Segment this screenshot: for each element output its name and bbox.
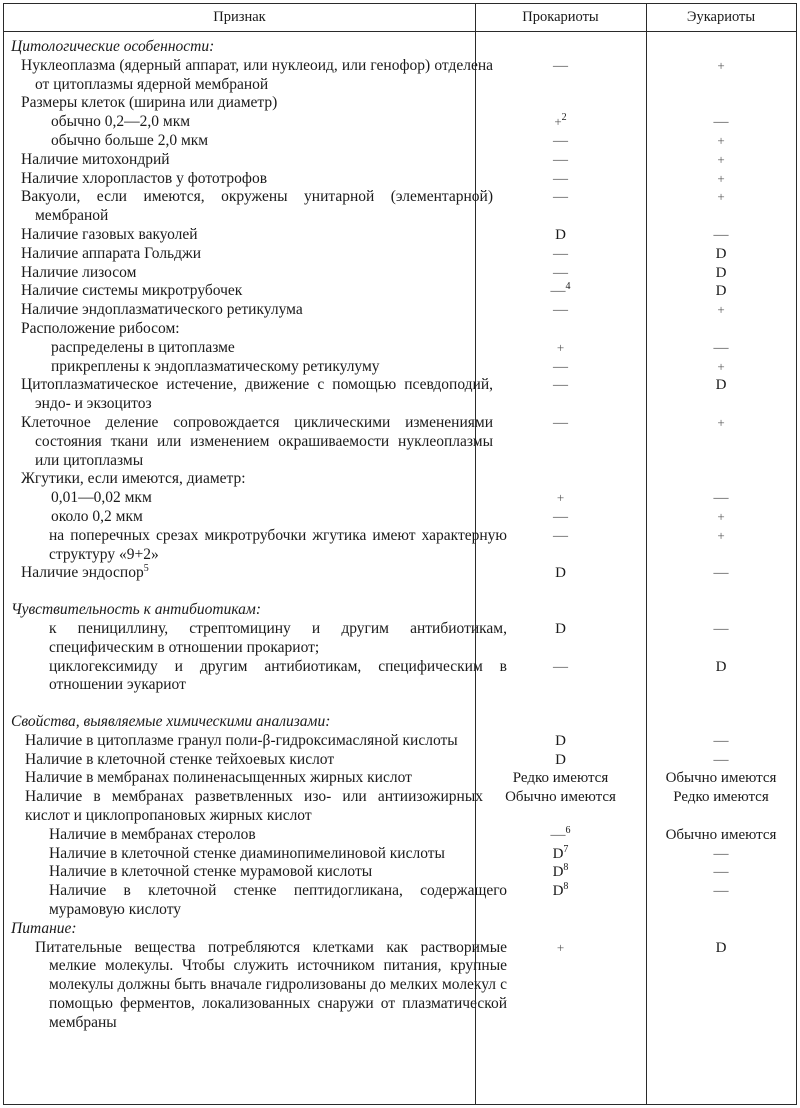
feature-cell <box>11 564 493 583</box>
prokaryotes-cell <box>475 132 646 151</box>
prokaryotes-cell-footnote: 2 <box>561 112 567 124</box>
table-row <box>4 751 796 770</box>
prokaryotes-cell-footnote: 8 <box>563 862 569 874</box>
prokaryotes-cell <box>475 57 646 76</box>
feature-text: циклогексимиду и другим антибиотикам, специфическим в отношении эукариот <box>49 657 507 694</box>
prokaryotes-cell <box>475 732 646 751</box>
prokaryotes-cell-value: + <box>554 114 562 130</box>
table-row <box>4 94 796 113</box>
feature-text: прикреплены к эндоплазматическому ретикулуму <box>51 357 380 375</box>
feature-text: Наличие эндоплазматического ретикулума <box>21 301 303 319</box>
table-row <box>4 414 796 470</box>
eukaryotes-cell-value: — <box>713 732 729 749</box>
table-row <box>4 264 796 283</box>
eukaryotes-cell <box>646 151 796 170</box>
eukaryotes-cell <box>646 245 796 264</box>
section-spacer <box>4 583 796 601</box>
eukaryotes-cell-value: — <box>713 845 729 862</box>
feature-text: Наличие в клеточной стенке мурамовой кислоты <box>49 863 373 881</box>
eukaryotes-cell-value: D <box>715 939 727 956</box>
table-row <box>4 508 796 527</box>
eukaryotes-cell <box>646 732 796 751</box>
eukaryotes-cell-value: Обычно имеются <box>665 826 777 843</box>
prokaryotes-cell <box>475 882 646 901</box>
table-row <box>4 845 796 864</box>
header-feature: Признак <box>213 9 266 25</box>
eukaryotes-cell-value: — <box>713 226 729 243</box>
eukaryotes-cell-value: + <box>717 527 725 543</box>
prokaryotes-cell <box>475 863 646 882</box>
feature-cell <box>11 282 493 301</box>
table-row <box>4 769 796 788</box>
eukaryotes-cell <box>646 845 796 864</box>
feature-text: Наличие в мембранах разветвленных изо- или антиизожирных кислот и циклопропановых жирных кислот <box>25 788 483 825</box>
table-row <box>4 564 796 583</box>
eukaryotes-cell-value: + <box>717 302 725 318</box>
prokaryotes-cell-footnote: 4 <box>565 281 571 293</box>
comparison-table <box>3 3 797 1105</box>
section-title-text: Чувствительность к антибиотикам <box>11 601 256 619</box>
feature-text: на поперечных срезах микротрубочки жгутика имеют характерную структуру «9+2» <box>49 526 507 563</box>
feature-cell <box>11 57 493 95</box>
prokaryotes-cell <box>475 301 646 320</box>
feature-text: Жгутики, если имеются, диаметр: <box>21 470 246 488</box>
prokaryotes-cell-value: D <box>555 226 566 243</box>
feature-text: Наличие эндоспор <box>21 564 144 582</box>
table-row <box>4 320 796 339</box>
prokaryotes-cell-value: — <box>553 170 568 187</box>
prokaryotes-cell <box>475 339 646 358</box>
eukaryotes-cell <box>646 939 796 958</box>
eukaryotes-cell-value: — <box>713 490 729 507</box>
eukaryotes-cell-value: D <box>715 377 727 394</box>
prokaryotes-cell <box>475 188 646 207</box>
prokaryotes-cell <box>475 508 646 527</box>
prokaryotes-cell <box>475 939 646 958</box>
header-eukaryotes: Эукариоты <box>686 9 756 25</box>
eukaryotes-cell <box>646 863 796 882</box>
header-prokaryotes: Прокариоты <box>522 9 599 25</box>
feature-cell <box>11 320 493 339</box>
prokaryotes-cell <box>475 113 646 132</box>
eukaryotes-cell <box>646 658 796 677</box>
eukaryotes-cell <box>646 414 796 433</box>
feature-cell <box>11 788 483 826</box>
prokaryotes-cell-value: Редко имеются <box>512 770 609 787</box>
eukaryotes-cell-value: D <box>715 245 727 262</box>
feature-text: Наличие хлоропластов у фототрофов <box>21 169 268 187</box>
eukaryotes-cell-value: + <box>717 132 725 148</box>
feature-text: Наличие в мембранах полиненасыщенных жирных кислот <box>25 769 412 787</box>
feature-cell <box>11 527 507 565</box>
table-row <box>4 826 796 845</box>
eukaryotes-cell-value: — <box>713 864 729 881</box>
section-heading <box>4 38 796 57</box>
prokaryotes-cell <box>475 845 646 864</box>
eukaryotes-cell <box>646 282 796 301</box>
table-row <box>4 658 796 696</box>
feature-text: Наличие в клеточной стенке тейхоевых кислот <box>25 750 335 768</box>
feature-cell <box>11 863 507 882</box>
eukaryotes-cell <box>646 826 796 845</box>
prokaryotes-cell-value: — <box>553 189 568 206</box>
eukaryotes-cell-value: Редко имеются <box>673 789 769 806</box>
prokaryotes-cell-value: — <box>553 358 568 375</box>
prokaryotes-cell <box>475 226 646 245</box>
section-title-text: Цитологические особенности <box>11 38 210 55</box>
prokaryotes-cell <box>475 826 646 845</box>
table-row <box>4 489 796 508</box>
feature-cell <box>11 414 493 470</box>
feature-text: Вакуоли, если имеются, окружены унитарной (элементарной) мембраной <box>21 188 493 225</box>
feature-cell <box>11 151 493 170</box>
prokaryotes-cell-value: — <box>553 302 568 319</box>
prokaryotes-cell <box>475 658 646 677</box>
prokaryotes-cell-value: — <box>553 508 568 525</box>
feature-text: Наличие аппарата Гольджи <box>21 244 202 262</box>
eukaryotes-cell <box>646 489 796 508</box>
feature-text: к пенициллину, стрептомицину и другим антибиотикам, специфическим в отношении прокариот; <box>49 619 507 656</box>
eukaryotes-cell-value: D <box>715 658 727 675</box>
prokaryotes-cell-value: D <box>555 732 566 749</box>
feature-cell <box>11 245 493 264</box>
prokaryotes-cell <box>475 564 646 583</box>
section-heading <box>4 601 796 620</box>
feature-cell <box>11 826 507 845</box>
feature-cell <box>11 489 509 508</box>
feature-cell <box>11 845 507 864</box>
section-heading <box>4 920 796 939</box>
feature-cell <box>11 301 493 320</box>
feature-text: Наличие в цитоплазме гранул поли-β-гидроксимасляной кислоты <box>25 731 458 749</box>
prokaryotes-cell <box>475 769 646 788</box>
feature-cell <box>11 132 509 151</box>
eukaryotes-cell-value: — <box>713 114 729 131</box>
eukaryotes-cell <box>646 170 796 189</box>
table-row <box>4 339 796 358</box>
section-title-text: Питание <box>11 919 72 937</box>
feature-text: 0,01—0,02 мкм <box>51 489 152 507</box>
eukaryotes-cell <box>646 226 796 245</box>
prokaryotes-cell <box>475 376 646 395</box>
section-title: Свойства, выявляемые химическими анализами: <box>11 713 331 731</box>
eukaryotes-cell <box>646 339 796 358</box>
prokaryotes-cell-footnote: 6 <box>565 824 571 836</box>
table-row <box>4 939 796 1033</box>
prokaryotes-cell-value: — <box>553 151 568 168</box>
table-row <box>4 301 796 320</box>
eukaryotes-cell-value: + <box>717 189 725 205</box>
prokaryotes-cell-value: + <box>556 490 565 506</box>
table-row <box>4 170 796 189</box>
eukaryotes-cell-value: — <box>713 565 729 582</box>
prokaryotes-cell <box>475 264 646 283</box>
prokaryotes-cell <box>475 151 646 170</box>
section-title: Питание: <box>11 919 77 937</box>
prokaryotes-cell-value: — <box>553 527 568 544</box>
prokaryotes-cell <box>475 245 646 264</box>
eukaryotes-cell <box>646 882 796 901</box>
prokaryotes-cell-value: D <box>555 565 566 582</box>
prokaryotes-cell-value: + <box>556 339 565 355</box>
feature-text: Клеточное деление сопровождается циклическими изменениями состояния ткани или изменением окрашиваемости нуклеоплазмы или цитоплазмы <box>21 413 493 469</box>
table-row <box>4 226 796 245</box>
prokaryotes-cell-value: — <box>553 57 568 74</box>
table-row <box>4 358 796 377</box>
feature-cell <box>11 751 483 770</box>
feature-cell <box>11 508 509 527</box>
feature-text: Наличие системы микротрубочек <box>21 282 243 300</box>
table-row <box>4 620 796 658</box>
table-row <box>4 376 796 414</box>
eukaryotes-cell-value: — <box>713 883 729 900</box>
eukaryotes-cell <box>646 376 796 395</box>
prokaryotes-cell <box>475 489 646 508</box>
eukaryotes-cell <box>646 264 796 283</box>
eukaryotes-cell <box>646 132 796 151</box>
eukaryotes-cell-value: Обычно имеются <box>665 770 777 787</box>
prokaryotes-cell-value: D <box>552 845 564 862</box>
prokaryotes-cell-value: — <box>550 826 566 843</box>
eukaryotes-cell <box>646 358 796 377</box>
eukaryotes-cell-value: + <box>717 358 725 374</box>
eukaryotes-cell <box>646 113 796 132</box>
prokaryotes-cell <box>475 170 646 189</box>
table-row <box>4 527 796 565</box>
eukaryotes-cell <box>646 564 796 583</box>
feature-cell <box>11 358 509 377</box>
eukaryotes-cell-value: — <box>713 620 729 637</box>
prokaryotes-cell-value: — <box>553 414 568 431</box>
feature-cell <box>11 658 507 696</box>
section-title: Чувствительность к антибиотикам: <box>11 601 262 619</box>
feature-footnote: 5 <box>143 563 149 575</box>
eukaryotes-cell-value: D <box>715 283 727 300</box>
feature-text: Расположение рибосом: <box>21 319 180 337</box>
prokaryotes-cell-value: — <box>553 132 568 149</box>
eukaryotes-cell <box>646 527 796 546</box>
prokaryotes-cell <box>475 282 646 301</box>
prokaryotes-cell-value: — <box>553 245 568 262</box>
prokaryotes-cell-footnote: 8 <box>563 881 569 893</box>
feature-text: Наличие лизосом <box>21 263 137 281</box>
eukaryotes-cell-value: + <box>717 508 725 524</box>
eukaryotes-cell <box>646 620 796 639</box>
feature-text: Цитоплазматическое истечение, движение с помощью псевдоподий, эндо- и экзоцитоз <box>21 376 493 413</box>
eukaryotes-cell-value: — <box>713 751 729 768</box>
eukaryotes-cell-value: + <box>717 57 725 73</box>
feature-text: Наличие в клеточной стенке пептидогликана, содержащего мурамовую кислоту <box>49 882 507 919</box>
eukaryotes-cell-value: + <box>717 170 725 186</box>
feature-cell <box>11 264 493 283</box>
section-title-text: Свойства, выявляемые химическими анализами <box>11 713 326 731</box>
table-row <box>4 732 796 751</box>
prokaryotes-cell-value: — <box>553 658 568 675</box>
eukaryotes-cell <box>646 788 796 807</box>
feature-cell <box>11 170 493 189</box>
eukaryotes-cell-value: + <box>717 151 725 167</box>
prokaryotes-cell-value: D <box>552 864 564 881</box>
prokaryotes-cell-value: D <box>552 883 564 900</box>
feature-cell <box>11 882 507 920</box>
feature-text: Наличие митохондрий <box>21 150 170 168</box>
table-row <box>4 245 796 264</box>
eukaryotes-cell-value: — <box>713 339 729 356</box>
eukaryotes-cell <box>646 57 796 76</box>
feature-text: Питательные вещества потребляются клетками как растворимые мелкие молекулы. Чтобы служить источником питания, крупные молекулы должны быть вначале гидролизованы до мелких молекул с помощью ферментов, локализованных снаружи от плазматической мембраны <box>35 938 507 1031</box>
table-row <box>4 188 796 226</box>
prokaryotes-cell <box>475 414 646 433</box>
prokaryotes-cell <box>475 751 646 770</box>
prokaryotes-cell <box>475 620 646 639</box>
table-row <box>4 151 796 170</box>
feature-text: около 0,2 мкм <box>51 507 143 525</box>
section-spacer <box>4 695 796 713</box>
feature-text: распределены в цитоплазме <box>51 338 235 356</box>
table-row <box>4 57 796 95</box>
prokaryotes-cell-value: D <box>555 620 566 637</box>
feature-cell <box>11 470 493 489</box>
feature-cell <box>11 94 493 113</box>
feature-cell <box>11 732 483 751</box>
prokaryotes-cell-footnote: 7 <box>563 843 569 855</box>
eukaryotes-cell <box>646 301 796 320</box>
table-row <box>4 113 796 132</box>
feature-text: обычно больше 2,0 мкм <box>51 131 209 149</box>
prokaryotes-cell <box>475 788 646 807</box>
feature-text: Нуклеоплазма (ядерный аппарат, или нуклеоид, или генофор) отделена от цитоплазмы ядерной мембраной <box>21 56 493 93</box>
prokaryotes-cell-value: + <box>556 939 565 955</box>
table-row <box>4 470 796 489</box>
feature-text: Наличие в мембранах стеролов <box>49 825 256 843</box>
table-row <box>4 882 796 920</box>
table-row <box>4 863 796 882</box>
eukaryotes-cell <box>646 751 796 770</box>
eukaryotes-cell <box>646 508 796 527</box>
table-header <box>4 4 796 32</box>
prokaryotes-cell <box>475 527 646 546</box>
feature-cell <box>11 226 493 245</box>
eukaryotes-cell-value: D <box>715 264 727 281</box>
prokaryotes-cell-value: — <box>553 264 568 281</box>
feature-cell <box>11 939 507 1033</box>
table-row <box>4 788 796 826</box>
prokaryotes-cell-value: D <box>555 751 566 768</box>
feature-cell <box>11 376 493 414</box>
table-body <box>4 38 796 1033</box>
feature-cell <box>11 188 493 226</box>
feature-cell <box>11 769 483 788</box>
table-row <box>4 132 796 151</box>
section-heading <box>4 713 796 732</box>
eukaryotes-cell-value: + <box>717 414 725 430</box>
feature-cell <box>11 113 509 132</box>
feature-text: Наличие газовых вакуолей <box>21 225 198 243</box>
section-title: Цитологические особенности: <box>11 38 215 55</box>
eukaryotes-cell <box>646 769 796 788</box>
prokaryotes-cell-value: — <box>550 283 566 300</box>
prokaryotes-cell-value: — <box>553 377 568 394</box>
prokaryotes-cell-value: Обычно имеются <box>505 789 616 806</box>
feature-cell <box>11 339 509 358</box>
feature-text: обычно 0,2—2,0 мкм <box>51 113 191 131</box>
prokaryotes-cell <box>475 358 646 377</box>
feature-text: Размеры клеток (ширина или диаметр) <box>21 94 278 112</box>
feature-text: Наличие в клеточной стенке диаминопимелиновой кислоты <box>49 844 445 862</box>
feature-cell <box>11 620 507 658</box>
table-row <box>4 282 796 301</box>
eukaryotes-cell <box>646 188 796 207</box>
